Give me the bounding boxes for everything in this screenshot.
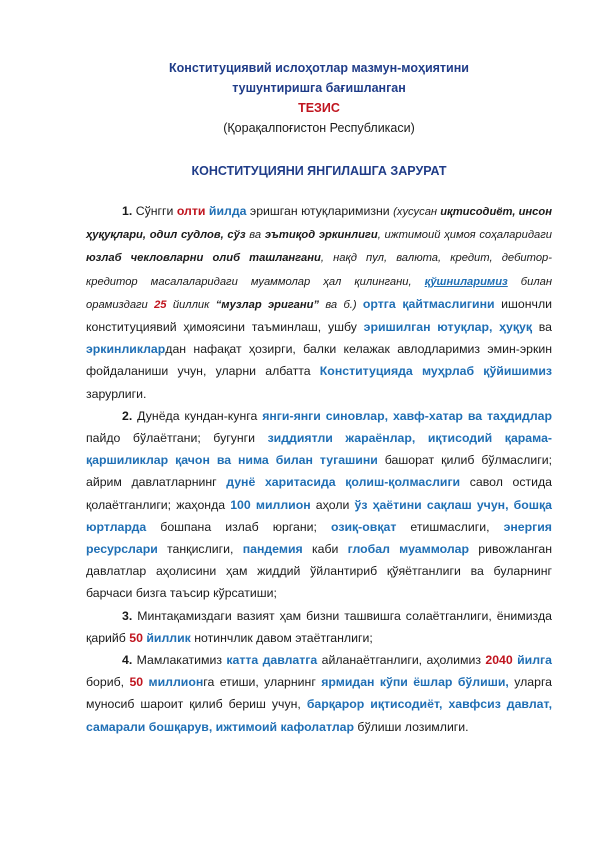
text-run: зиддиятли жараёнлар, иқтисодий қарама-қаршиликлар қачон ва нима билан тугашини <box>86 431 552 468</box>
title-line-1: Конституциявий ислоҳотлар мазмун-моҳиятини <box>169 61 469 75</box>
text-run: юзлаб чекловларни олиб ташлангани <box>86 252 321 265</box>
text-run: синовлар, хавф-хатар ва таҳдидлар <box>325 408 552 423</box>
text-run: йиллик <box>166 298 216 311</box>
text-run: Мамлакатимиз <box>132 653 227 668</box>
text-run: танқислиги, <box>157 542 243 557</box>
text-run: билан орамиздаги <box>86 275 553 311</box>
text-run: эътиқод эркинлиги <box>264 229 378 242</box>
text-run: йилга <box>517 653 552 668</box>
text-run: аҳоли <box>310 497 355 512</box>
text-run: бўлиши лозимлиги. <box>353 719 469 734</box>
title-line-2: тушунтиришга бағишланган <box>232 81 406 95</box>
text-run: башорат қилиб бўлмаслиги; айрим давлатларнинг <box>86 453 552 490</box>
text-run: ўз ҳаётини сақлаш учун, бошқа юртларда <box>86 497 552 534</box>
text-run: савол остида қолаётганлиги; жаҳонда <box>86 475 552 512</box>
paragraph-number: 3. <box>122 608 133 623</box>
text-run: Минтақамиздаги вазият ҳам бизни ташвишга солаётганлиги, ёнимизда қарийб <box>86 608 552 645</box>
text-run: (хусусан <box>393 206 441 218</box>
text-run: Дунёда кундан-кунга <box>132 408 263 423</box>
text-run: пандемия <box>242 542 303 557</box>
paragraph-number: 1. <box>122 204 133 218</box>
text-run: йилда <box>208 204 247 218</box>
text-run: иқтисодиёт, инсон ҳуқуқлари, одил судлов, сўз <box>86 206 552 242</box>
text-run: ва <box>245 229 265 242</box>
text-run: 25 <box>154 298 167 311</box>
text-run: каби <box>302 542 348 557</box>
text-run: Сўнгги <box>132 204 177 218</box>
text-run: янги-янги <box>262 408 321 423</box>
text-run: уларга муносиб шароит қилиб бериш учун, <box>86 675 553 712</box>
paragraph-3 <box>86 605 552 649</box>
text-run: миллион <box>148 675 204 690</box>
text-run: етишмаслиги, <box>396 519 504 534</box>
text-run: пайдо бўлаётгани; бугунги <box>86 431 268 446</box>
text-run: бориб, <box>86 675 130 690</box>
text-run: ишончли конституциявий ҳимоясини таъминлаш, ушбу <box>86 296 552 335</box>
text-run: Конституцияда муҳрлаб қўйишимиз <box>319 364 552 379</box>
text-run: ва б.) <box>319 298 363 311</box>
text-run: озиқ-овқат <box>331 519 397 534</box>
text-run: катта давлатга <box>226 653 318 668</box>
text-run: эришилган ютуқлар, ҳуқуқ <box>363 320 532 335</box>
text-run: 100 миллион <box>230 497 311 512</box>
text-run: 50 <box>129 675 144 690</box>
text-run: дан нафақат ҳозирги, балки келажак авлодларимиз эмин-эркин фойдаланиши учун, уларни албатта <box>86 342 552 379</box>
text-run: глобал муаммолар <box>347 542 470 557</box>
text-run: , ижтимоий ҳимоя соҳаларидаги <box>377 229 552 242</box>
text-run: йиллик <box>146 630 191 645</box>
text-run: га етиши, уларнинг <box>203 675 322 690</box>
text-run: эришган ютуқларимизни <box>246 204 394 218</box>
text-run: энергия ресурслари <box>86 519 552 557</box>
paragraph-number: 2. <box>122 408 133 423</box>
text-run: ортга қайтмаслигини <box>362 296 495 311</box>
text-run: ривожланган давлатлар аҳолисини ҳам жиддий ўйлантириб қўяётганлиги ва буларнинг барчаси бизга таъсир кўрсатиши; <box>86 542 552 601</box>
text-run: зарурлиги. <box>86 386 147 401</box>
paragraph-2 <box>86 405 552 605</box>
text-run: 2040 <box>485 653 513 668</box>
text-run: нотинчлик давом этаётганлиги; <box>190 630 373 645</box>
text-run: ярмидан кўпи ёшлар бўлиши, <box>321 675 509 690</box>
text-run: 50 <box>129 630 143 645</box>
text-run: ва <box>532 320 553 335</box>
document-body <box>86 58 552 738</box>
text-run: қўшниларимиз <box>424 275 508 288</box>
text-run: эркинликлар <box>86 342 166 357</box>
text-run: барқарор иқтисодиёт, хавфсиз давлат, самарали бошқарув, ижтимоий кафолатлар <box>86 697 552 734</box>
text-run: дунё харитасида қолиш-қолмаслиги <box>226 475 461 490</box>
region-label: (Қорақалпоғистон Республикаси) <box>223 121 415 135</box>
text-run: бошпана излаб юргани; <box>146 519 331 534</box>
text-run: олти <box>176 204 206 218</box>
section-title: КОНСТИТУЦИЯНИ ЯНГИЛАШГА ЗАРУРАТ <box>191 164 447 178</box>
text-run: “музлар эригани” <box>215 298 320 311</box>
tezis-label: ТЕЗИС <box>298 101 340 115</box>
text-run: айланаётганлиги, аҳолимиз <box>317 653 486 668</box>
text-run: , нақд пул, валюта, кредит, дебитор-кредитор масалаларидаги муаммолар ҳал қилингани, <box>86 252 552 288</box>
paragraph-1 <box>86 200 552 405</box>
paragraph-number: 4. <box>122 653 133 668</box>
paragraph-4 <box>86 649 552 738</box>
